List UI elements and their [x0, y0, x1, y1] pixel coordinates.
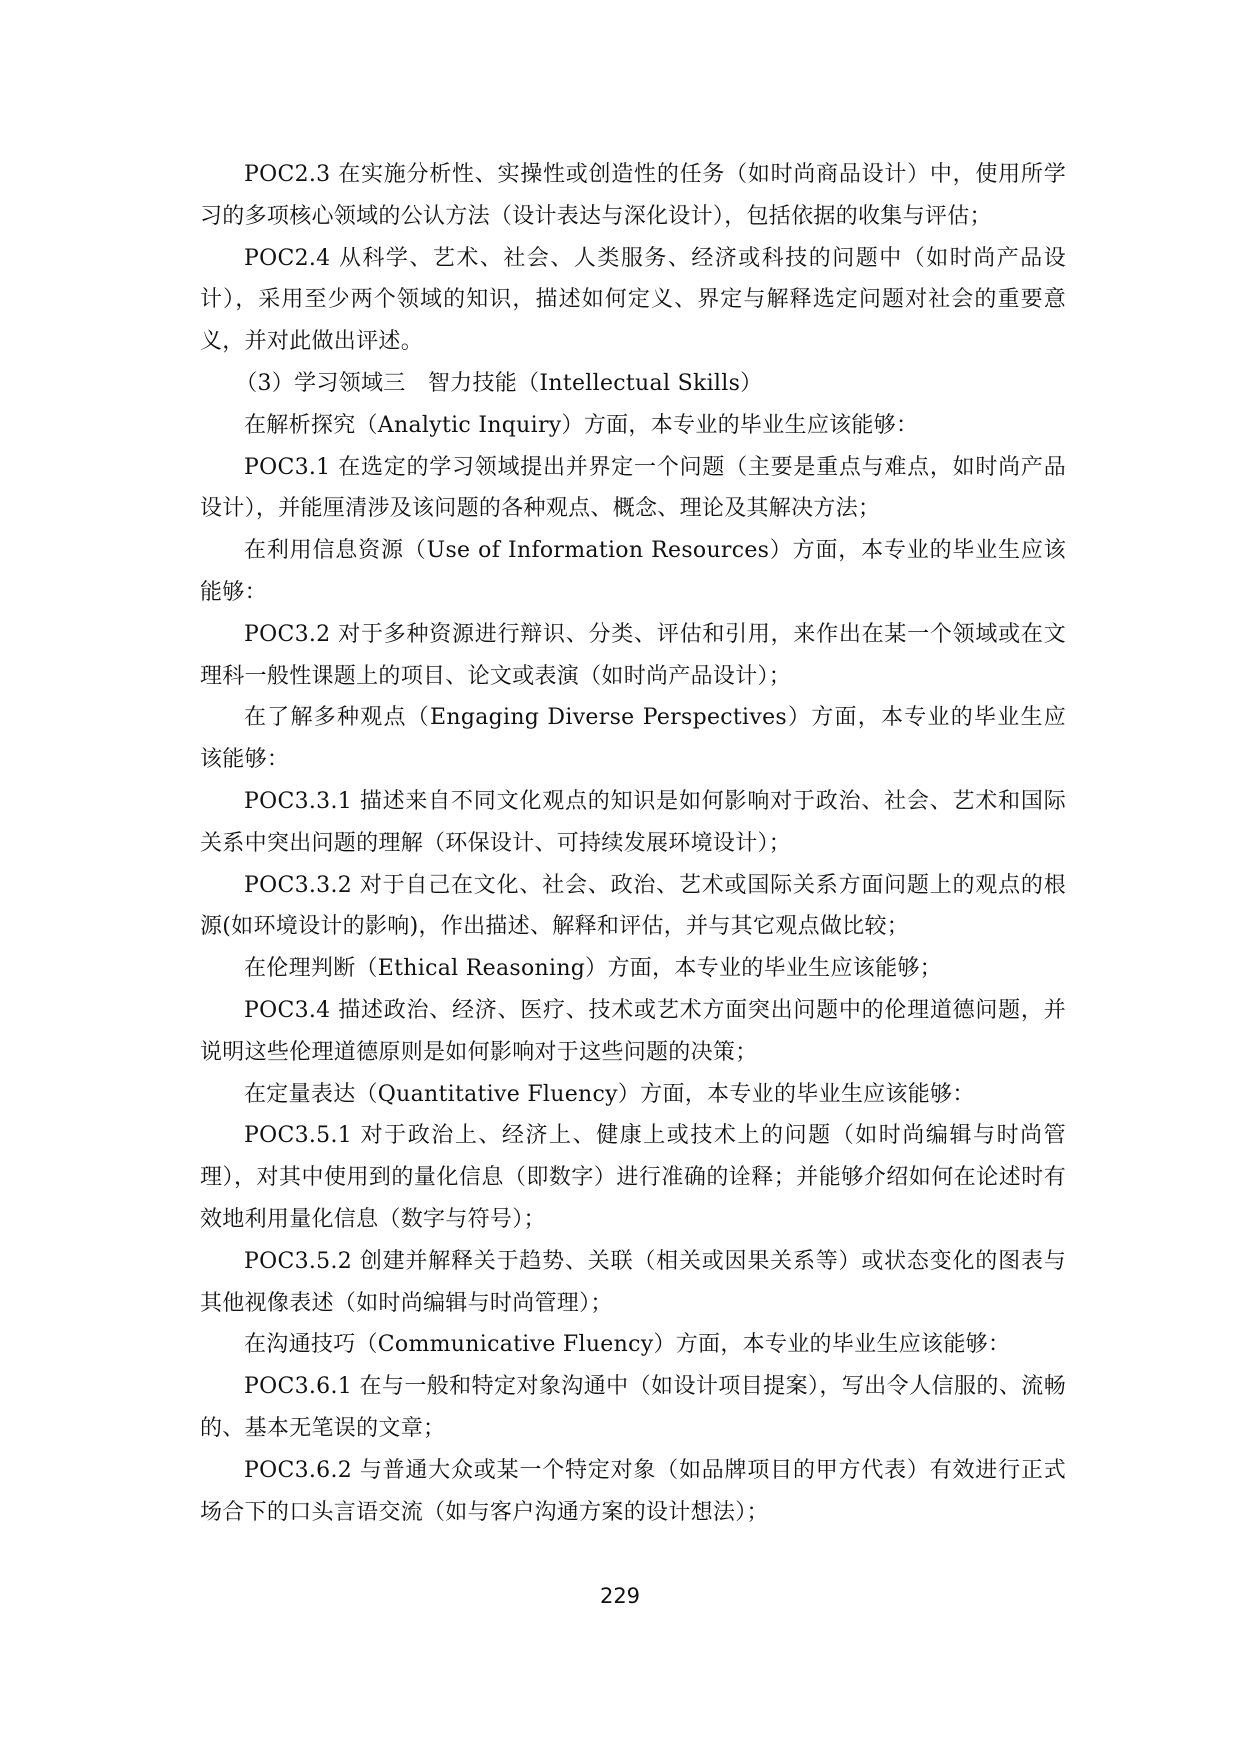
paragraph-poc3-4: POC3.4 描述政治、经济、医疗、技术或艺术方面突出问题中的伦理道德问题，并说明这些伦理道德原则是如何影响对于这些问题的决策； — [200, 997, 1066, 1065]
paragraph-diverse-perspectives: 在了解多种观点（Engaging Diverse Perspectives）方面，本专业的毕业生应该能够： — [200, 705, 1066, 773]
paragraph-poc3-1: POC3.1 在选定的学习领域提出并界定一个问题（主要是重点与难点，如时尚产品设计），并能厘清涉及该问题的各种观点、概念、理论及其解决方法； — [200, 454, 1066, 522]
paragraph-poc3-6-2: POC3.6.2 与普通大众或某一个特定对象（如品牌项目的甲方代表）有效进行正式场合下的口头言语交流（如与客户沟通方案的设计想法）； — [200, 1457, 1066, 1525]
paragraph-analytic-inquiry: 在解析探究（Analytic Inquiry）方面，本专业的毕业生应该能够： — [244, 412, 919, 438]
section-heading-intellectual-skills: （3）学习领域三 智力技能（Intellectual Skills） — [235, 370, 763, 396]
paragraph-poc3-6-1: POC3.6.1 在与一般和特定对象沟通中（如设计项目提案），写出令人信服的、流畅的、基本无笔误的文章； — [200, 1374, 1066, 1441]
paragraph-ethical-reasoning: 在伦理判断（Ethical Reasoning）方面，本专业的毕业生应该能够； — [244, 956, 942, 982]
paragraph-poc2-3: POC2.3 在实施分析性、实操性或创造性的任务（如时尚商品设计）中，使用所学习的多项核心领域的公认方法（设计表达与深化设计），包括依据的收集与评估； — [200, 162, 1066, 229]
paragraph-information-resources: 在利用信息资源（Use of Information Resources）方面，本专业的毕业生应该能够： — [200, 538, 1066, 605]
page-number: 229 — [599, 1584, 641, 1608]
paragraph-communicative-fluency: 在沟通技巧（Communicative Fluency）方面，本专业的毕业生应该能够： — [244, 1332, 1011, 1358]
page-body — [200, 154, 1066, 1533]
paragraph-poc3-5-2: POC3.5.2 创建并解释关于趋势、关联（相关或因果关系等）或状态变化的图表与其他视像表述（如时尚编辑与时尚管理）； — [200, 1248, 1066, 1316]
paragraph-poc3-5-1: POC3.5.1 对于政治上、经济上、健康上或技术上的问题（如时尚编辑与时尚管理），对其中使用到的量化信息（即数字）进行准确的诠释；并能够介绍如何在论述时有效地利用量化信息（数字与符号）； — [200, 1123, 1066, 1232]
paragraph-poc3-3-1: POC3.3.1 描述来自不同文化观点的知识是如何影响对于政治、社会、艺术和国际关系中突出问题的理解（环保设计、可持续发展环境设计）； — [200, 788, 1066, 856]
paragraph-quantitative-fluency: 在定量表达（Quantitative Fluency）方面，本专业的毕业生应该能够： — [244, 1081, 975, 1107]
paragraph-poc3-2: POC3.2 对于多种资源进行辩识、分类、评估和引用，来作出在某一个领域或在文理科一般性课题上的项目、论文或表演（如时尚产品设计）； — [200, 621, 1066, 689]
paragraph-poc2-4: POC2.4 从科学、艺术、社会、人类服务、经济或科技的问题中（如时尚产品设计），采用至少两个领域的知识，描述如何定义、界定与解释选定问题对社会的重要意义，并对此做出评述。 — [200, 245, 1066, 355]
paragraph-poc3-3-2: POC3.3.2 对于自己在文化、社会、政治、艺术或国际关系方面问题上的观点的根源(如环境设计的影响)，作出描述、解释和评估，并与其它观点做比较； — [200, 872, 1066, 940]
